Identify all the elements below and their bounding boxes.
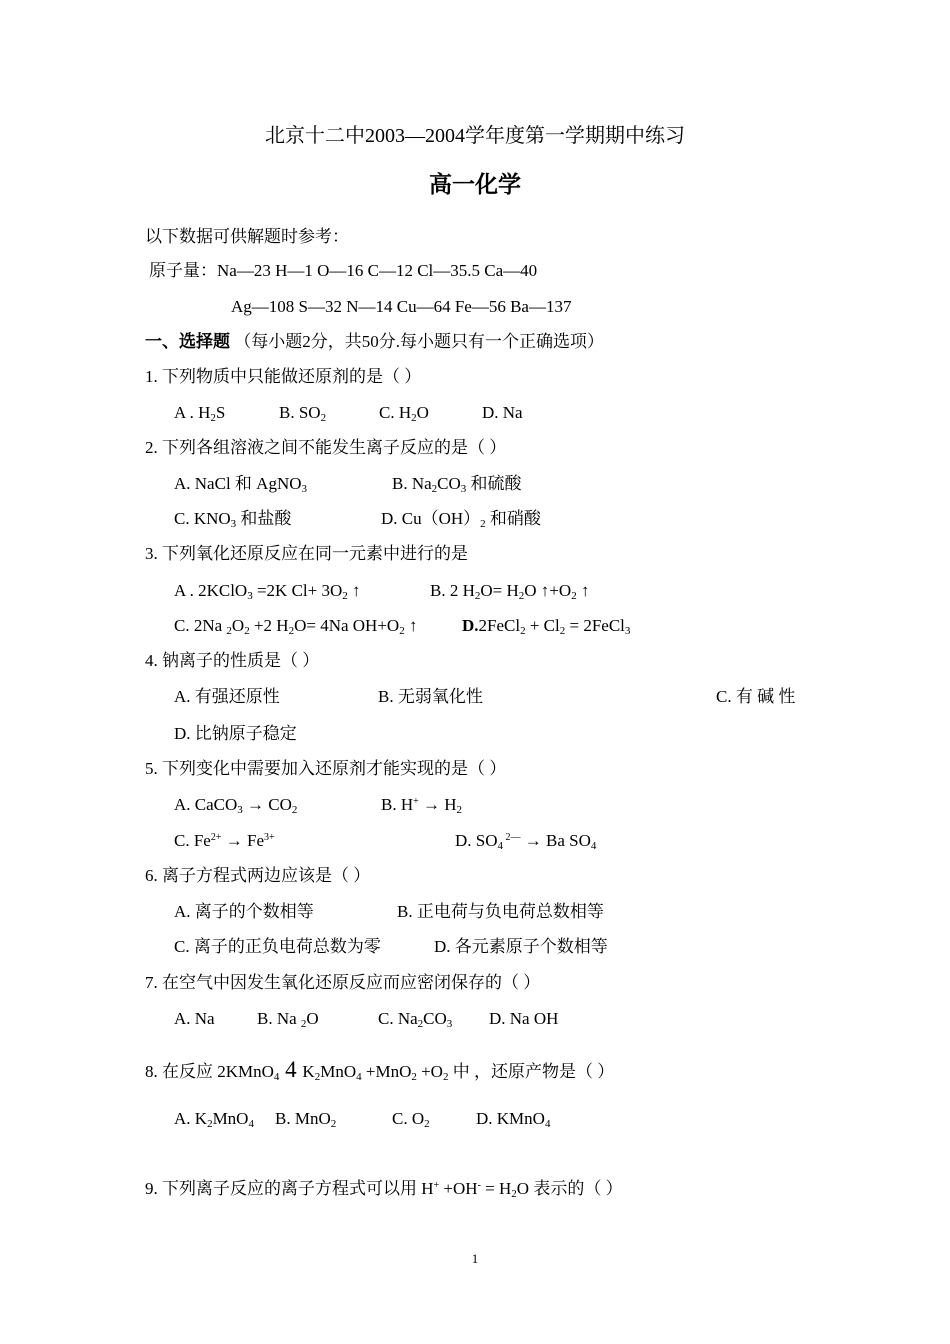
q7-option-b: B. Na $_2$O bbox=[257, 1009, 319, 1030]
q8-option-b: B. MnO$_2$ bbox=[275, 1109, 337, 1130]
q2-option-d: D. $Cu(OH)_2$ 和硝酸 bbox=[381, 509, 541, 530]
question-3-stem: 3. 下列氧化还原反应在同一元素中进行的是 bbox=[145, 544, 468, 563]
q4-option-a: A. 有强还原性 bbox=[174, 687, 280, 706]
q3-option-c: C. 2Na $_2O_2 +2$ $H_2O= 4Na$ $OH+O_2$ ↑ bbox=[174, 616, 418, 637]
question-8-stem: 8. 在反应 2KMnO$_4$ 4 $K_2MnO_4 +MnO_2 +O_2$ 中 ，还原产物是（ ） bbox=[145, 1057, 615, 1083]
q5-option-c: C. $Fe^{2+} \to Fe^{3+}$ bbox=[174, 831, 275, 850]
q5-option-a: A. CaCO$_3$ → $CO_2$ bbox=[174, 795, 298, 816]
page-number: 1 bbox=[471, 1251, 479, 1266]
q8-option-d: D. KMnO$_4$ bbox=[476, 1109, 551, 1130]
question-9-stem: 9. 下列离子反应的离子方程式可以用 $H^+ +OH^- = H_2O$ 表示的（ ） bbox=[145, 1179, 623, 1200]
q7-option-c: C. $Na_2CO_3$ bbox=[378, 1009, 453, 1030]
question-7-stem: 7. 在空气中因发生氧化还原反应而应密闭保存的（ ） bbox=[145, 973, 541, 992]
q3-option-a: A . 2KClO$_3$ =2K $Cl+ 3O_2$ ↑ bbox=[174, 581, 361, 602]
q6-option-a: A. 离子的个数相等 bbox=[174, 902, 314, 921]
question-1-stem: 1. 下列物质中只能做还原剂的是（ ） bbox=[145, 367, 422, 386]
q1-option-b: B. $SO_2$ bbox=[279, 403, 327, 424]
atomic-mass-line-1: 原子量：Na—23 H—1 O—16 C—12 Cl—35.5 Ca—40 bbox=[149, 261, 538, 280]
q6-option-b: B. 正电荷与负电荷总数相等 bbox=[397, 902, 604, 921]
question-2-stem: 2. 下列各组溶液之间不能发生离子反应的是（ ） bbox=[145, 438, 507, 457]
q2-option-b: B. $Na_2CO_3$ 和硫酸 bbox=[392, 474, 522, 495]
q2-option-c: C. $KNO_3$ 和盐酸 bbox=[174, 509, 292, 530]
q8-option-a: A. $K_2MnO_4$ bbox=[174, 1109, 254, 1130]
q4-option-b: B. 无弱氧化性 bbox=[378, 687, 483, 706]
q7-option-d: D. Na OH bbox=[489, 1009, 559, 1028]
q1-option-c: C. $H_2O$ bbox=[379, 403, 429, 424]
q7-option-a: A. Na bbox=[174, 1009, 215, 1028]
q5-option-d: D. $SO_4$ $^{2—}$ → Ba $SO_4$ bbox=[455, 831, 597, 852]
q6-option-d: D. 各元素原子个数相等 bbox=[434, 937, 608, 956]
q1-option-a: A . $H_2S$ bbox=[174, 403, 226, 424]
q4-option-c: C. 有 碱 性 bbox=[716, 687, 796, 706]
reference-intro: 以下数据可供解题时参考： bbox=[145, 227, 349, 246]
q3-option-d: D.2FeCl$_2$ + $Cl_2$ = 2FeCl$_3$ bbox=[462, 616, 631, 637]
exam-title: 北京十二中2003—2004学年度第一学期期中练习 bbox=[265, 125, 685, 147]
q2-option-a: A. NaCl 和 AgNO$_3$ bbox=[174, 474, 307, 495]
section-heading: 一、选择题 （每小题2分，共50分.每小题只有一个正确选项） bbox=[145, 332, 604, 351]
q5-option-b: B. $H^+ \to H_2$ bbox=[381, 795, 463, 816]
atomic-mass-line-2: Ag—108 S—32 N—14 Cu—64 Fe—56 Ba—137 bbox=[231, 297, 572, 316]
question-5-stem: 5. 下列变化中需要加入还原剂才能实现的是（ ） bbox=[145, 759, 507, 778]
q3-option-b: B. 2 $H_2O= H_2O$ $↑+O_2$ ↑ bbox=[430, 581, 590, 602]
q4-option-d: D. 比钠原子稳定 bbox=[174, 724, 297, 743]
question-6-stem: 6. 离子方程式两边应该是（ ） bbox=[145, 866, 371, 885]
q8-option-c: C. $O_2$ bbox=[392, 1109, 430, 1130]
question-4-stem: 4. 钠离子的性质是（ ） bbox=[145, 651, 320, 670]
subject-title: 高一化学 bbox=[429, 172, 521, 197]
q1-option-d: D. Na bbox=[482, 403, 523, 422]
q6-option-c: C. 离子的正负电荷总数为零 bbox=[174, 937, 381, 956]
